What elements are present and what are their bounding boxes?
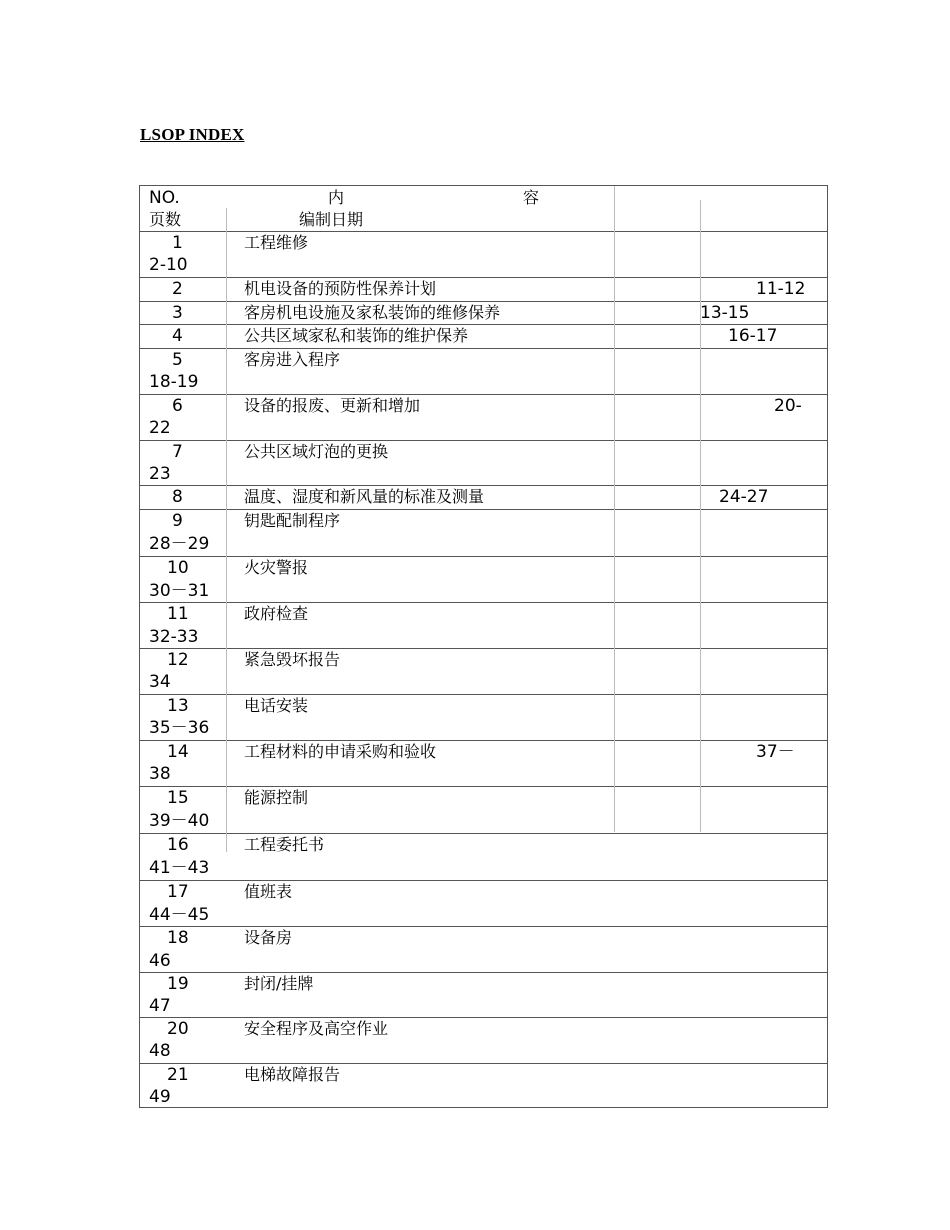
row-pages: 48 bbox=[149, 1041, 171, 1061]
header-content: 内 bbox=[328, 188, 345, 207]
row-no: 4 bbox=[172, 326, 183, 346]
row-item: 工程维修 bbox=[244, 233, 309, 252]
row-no: 19 bbox=[167, 974, 189, 994]
row-no: 12 bbox=[167, 650, 189, 670]
row-no: 15 bbox=[167, 788, 189, 808]
row-item: 电话安装 bbox=[244, 696, 309, 715]
row-pages: 20- bbox=[774, 396, 802, 416]
row-pages: 46 bbox=[149, 951, 171, 971]
column-divider bbox=[700, 200, 701, 832]
column-divider bbox=[226, 208, 227, 852]
row-no: 6 bbox=[172, 396, 183, 416]
header-date: 编制日期 bbox=[299, 210, 364, 229]
header-pages: 页数 bbox=[149, 210, 182, 229]
row-item: 工程材料的申请采购和验收 bbox=[244, 742, 437, 761]
row-item: 设备房 bbox=[244, 928, 293, 947]
row-no: 10 bbox=[167, 558, 189, 578]
row-pages: 18-19 bbox=[149, 372, 199, 392]
row-item: 工程委托书 bbox=[244, 835, 325, 854]
row-item: 机电设备的预防性保养计划 bbox=[244, 279, 437, 298]
row-no: 5 bbox=[172, 350, 183, 370]
row-no: 17 bbox=[167, 882, 189, 902]
row-item: 封闭/挂牌 bbox=[244, 974, 314, 993]
row-no: 11 bbox=[167, 604, 189, 624]
row-no: 13 bbox=[167, 696, 189, 716]
row-pages: 47 bbox=[149, 996, 171, 1016]
row-no: 9 bbox=[172, 511, 183, 531]
row-item: 火灾警报 bbox=[244, 558, 309, 577]
row-no: 20 bbox=[167, 1019, 189, 1039]
row-item: 温度、湿度和新风量的标准及测量 bbox=[244, 487, 485, 506]
row-no: 1 bbox=[172, 233, 183, 253]
row-item: 能源控制 bbox=[244, 788, 309, 807]
row-no: 3 bbox=[172, 303, 183, 323]
column-divider bbox=[614, 186, 615, 832]
row-item: 电梯故障报告 bbox=[244, 1065, 341, 1084]
row-item: 设备的报废、更新和增加 bbox=[244, 396, 421, 415]
row-pages: 16-17 bbox=[728, 326, 778, 346]
row-no: 18 bbox=[167, 928, 189, 948]
row-pages: 28－29 bbox=[149, 534, 210, 554]
row-item: 政府检查 bbox=[244, 604, 309, 623]
row-pages: 22 bbox=[149, 418, 171, 438]
row-item: 公共区域家私和装饰的维护保养 bbox=[244, 326, 469, 345]
row-no: 14 bbox=[167, 742, 189, 762]
document-title: LSOP INDEX bbox=[140, 125, 245, 144]
row-pages: 2-10 bbox=[149, 255, 188, 275]
index-table bbox=[139, 185, 828, 1108]
row-pages: 11-12 bbox=[756, 279, 806, 299]
row-pages: 30－31 bbox=[149, 581, 210, 601]
row-pages: 32-33 bbox=[149, 627, 199, 647]
row-item: 安全程序及高空作业 bbox=[244, 1019, 389, 1038]
row-pages: 38 bbox=[149, 764, 171, 784]
row-pages: 34 bbox=[149, 672, 171, 692]
header-content: 容 bbox=[523, 188, 540, 207]
header-no: NO. bbox=[149, 188, 180, 208]
row-pages: 39－40 bbox=[149, 811, 210, 831]
row-no: 21 bbox=[167, 1065, 189, 1085]
row-item: 值班表 bbox=[244, 882, 293, 901]
row-item: 客房机电设施及家私装饰的维修保养 bbox=[244, 303, 501, 322]
row-pages: 35－36 bbox=[149, 718, 210, 738]
row-item: 钥匙配制程序 bbox=[244, 511, 341, 530]
row-no: 8 bbox=[172, 487, 183, 507]
row-no: 16 bbox=[167, 835, 189, 855]
row-pages: 13-15 bbox=[700, 303, 750, 323]
row-pages: 49 bbox=[149, 1087, 171, 1107]
row-item: 客房进入程序 bbox=[244, 350, 341, 369]
row-pages: 41－43 bbox=[149, 858, 210, 878]
row-no: 7 bbox=[172, 442, 183, 462]
row-pages: 23 bbox=[149, 464, 171, 484]
row-pages: 37－ bbox=[756, 742, 795, 762]
row-no: 2 bbox=[172, 279, 183, 299]
row-item: 紧急毁坏报告 bbox=[244, 650, 341, 669]
row-pages: 24-27 bbox=[719, 487, 769, 507]
row-item: 公共区域灯泡的更换 bbox=[244, 442, 389, 461]
row-pages: 44－45 bbox=[149, 905, 210, 925]
